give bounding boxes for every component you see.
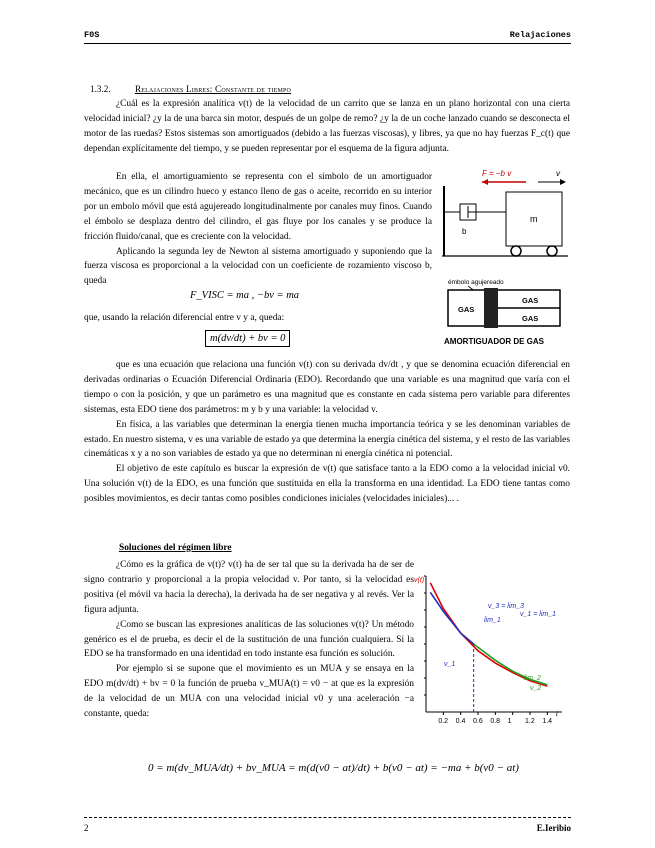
x-tick-label: 0.2 <box>438 718 449 725</box>
header-rule <box>84 43 571 44</box>
wheel-left <box>511 246 521 256</box>
footer-author: E.Ieribio <box>536 823 571 833</box>
paragraph-relation: que, usando la relación diferencial entre v y a, queda: <box>84 313 285 323</box>
chart-annotation: t <box>556 711 558 718</box>
series-v1 <box>430 592 473 644</box>
x-tick-label: 0.4 <box>455 718 466 725</box>
equation-viscous: F_VISC = ma , −bv = ma <box>190 290 300 301</box>
paragraph-column-1 <box>84 170 432 289</box>
piston <box>484 288 498 328</box>
figure-gas-damper <box>438 276 572 354</box>
equation-mua: 0 = m(dv_MUA/dt) + bv_MUA = m(d(v0 − at)/dt) + b(v0 − at) = −ma + b(v0 − at) <box>148 762 519 774</box>
mass-label: m <box>530 214 538 224</box>
paragraph-edo: que es una ecuación que relaciona una función v(t) con su derivada dv/dt , y que se denomina ecuación diferencial en derivadas ordinarias o Ecuación Diferencial Ordinaria (EDO). Recordando que una variable es una magnitud que varía con el tiempo o con la posición, y que un parámetro es una magnitud que es constante en cada sistema pero variable para diferentes sistemas, esta EDO tiene dos parámetros: m y b y una variable: la velocidad v. <box>84 360 570 415</box>
page-number: 2 <box>84 823 89 833</box>
equation-edo: m(dv/dt) + bv = 0 <box>205 333 290 344</box>
figure-cart-diagram <box>438 166 572 276</box>
force-label: F = −b v <box>482 169 512 178</box>
header-right: Relajaciones <box>509 30 571 40</box>
x-tick-label: 1.4 <box>542 718 553 725</box>
gas-right-top: GAS <box>522 296 539 305</box>
force-arrow-head <box>482 179 488 185</box>
paragraph-objective: El objetivo de este capítulo es buscar la expresión de v(t) que satisface tanto a la EDO como a la velocidad inicial v0. Una solución v(t) de la EDO, es una función que sustituida en ella la transforma en una identidad. La EDO tiene tantas como posibles movimientos, es decir tantas como posibles condiciones iniciales (velocidades iniciales)... . <box>84 464 570 505</box>
section-number: 1.3.2. <box>90 84 111 94</box>
gas-left: GAS <box>458 305 475 314</box>
gas-right-bottom: GAS <box>522 314 539 323</box>
chart-annotation: v_1 = lim_1 <box>520 611 556 618</box>
paragraph-graph-question: ¿Cómo es la gráfica de v(t)? v(t) ha de ser tal que su la derivada ha de ser de signo contrario y proporcional a la propia velocidad v. Por tanto, si la velocidad es positiva (el móvil va hacia la derecha), la derivada ha de ser negativa y al revés. Ver la figura adjunta. <box>84 560 414 615</box>
chart-annotation: v_2 <box>530 685 542 692</box>
footer-rule <box>84 817 571 818</box>
x-tick-label: 0.6 <box>473 718 483 725</box>
wheel-right <box>547 246 557 256</box>
series-vt <box>430 583 547 686</box>
x-tick-label: 1.2 <box>525 718 535 725</box>
paragraph-state-variables: En física, a las variables que determinan la energía tienen mucha importancia teórica y se les denominan variables de estado. En nuestro sistema, v es una variable de estado ya que determina la energía cinética del sistema, y el resto de las variables cinemáticas x y a no son variables de estado ya que no determinan ni energía cinética ni potencial. <box>84 419 570 460</box>
paragraph-mua: Por ejemplo si se supone que el movimiento es un MUA y se ensaya en la EDO m(dv/dt) + bv = 0 la función de prueba v_MUA(t) = v0 − at que es la expresión de la velocidad de un MUA con una velocidad inicial v0 y una aceleración −a constante, queda: <box>84 664 414 720</box>
chart-annotation: v_3 = lim_3 <box>488 603 524 610</box>
piston-caption: émbolo agujereado <box>448 279 504 286</box>
subsection-title: Soluciones del régimen libre <box>119 543 232 553</box>
paragraph-column-2 <box>84 358 570 507</box>
chart-annotation: lim_1 <box>484 617 501 624</box>
chart-annotation: lim_2 <box>524 675 541 682</box>
damper-label: b <box>462 227 467 236</box>
paragraph-column-3 <box>84 558 414 722</box>
damper-caption: AMORTIGUADOR DE GAS <box>444 337 544 346</box>
paragraph-damper: En ella, el amortiguamiento se representa con el símbolo de un amortiguador mecánico, que es un cilindro hueco y estanco lleno de gas o aceite, recorrido en su interior por un embolo móvil que está agujereado longitudinalmente por canales muy finos. Cuando el émbolo se desplaza dentro del cilindro, el gas fluye por los canales y se produce la fricción fluido/canal, que es creciente con la velocidad. <box>84 172 432 242</box>
section-heading <box>90 84 291 94</box>
velocity-label: v <box>556 169 560 178</box>
chart-annotation: v_1 <box>444 661 456 668</box>
paragraph-intro: ¿Cuál es la expresión analítica v(t) de la velocidad de un carrito que se lanza en un plano horizontal con una cierta velocidad inicial? ¿y la de una barca sin motor, después de un golpe de remo? ¿y la de un coche lanzado cuando se desconecta el motor de las ruedas? Estos sistemas son amortiguados (debido a las fuerzas viscosas), y libres, ya que no hay fuerzas F_c(t) que dependan explícitamente del tiempo, y se pueden representar por el esquema de la figura adjunta. <box>84 99 570 154</box>
x-tick-label: 1 <box>507 718 512 725</box>
chart-annotation: v(t) <box>414 577 425 584</box>
header-left: F0S <box>84 30 100 40</box>
paragraph-newton: Aplicando la segunda ley de Newton al sistema amortiguado y suponiendo que la fuerza viscosa es proporcional a la velocidad con un coeficiente de rozamiento viscoso b, queda <box>84 246 432 287</box>
paragraph-method: ¿Como se buscan las expresiones analíticas de las soluciones v(t)? Un método genérico es el de prueba, es decir el de la sustitución de una función cualquiera. Si la EDO se ha transformado en una identidad en todo instante esa función es solución. <box>84 619 414 660</box>
section-title: Relajaciones Libres: Constante de tiempo <box>134 84 292 94</box>
velocity-chart <box>408 568 572 728</box>
x-tick-label: 0.8 <box>490 718 501 725</box>
